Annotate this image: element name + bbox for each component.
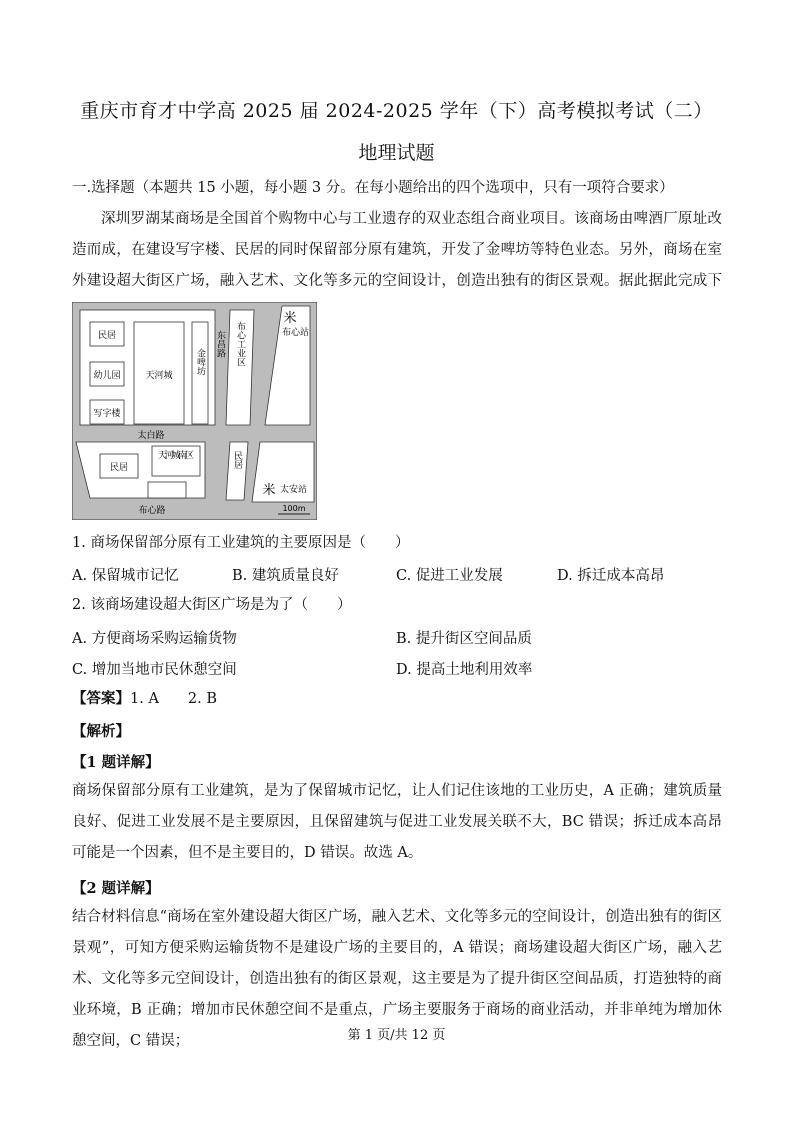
label-dongchang-road: 东昌路 (215, 330, 225, 358)
metro-icon-buxin: 米 (283, 311, 297, 326)
q1-stem: 1. 商场保留部分原有工业建筑的主要原因是（ ） (72, 535, 410, 551)
map-figure (72, 302, 317, 520)
label-industrial-district: 布心工业区 (235, 321, 245, 367)
metro-icon-taian: 米 (262, 483, 276, 498)
label-minju-mid: 民居 (232, 451, 242, 469)
analysis-label: 【解析】 (72, 723, 130, 740)
label-taian-station: 太安站 (280, 485, 308, 495)
detail-2-text: 结合材料信息“商场在室外建设超大街区广场，融入艺术、文化等多元的空间设计，创造出独有的街区景观”，可知方便采购运输货物不是建设广场的主要目的，A 错误；商场建设超大街区广场，融入艺术、文化等多元空间设计，创造出独有的街区景观，这主要是为了提升街区空间品质，打造独特的商业环境，B 正确；增加市民休憩空间不是重点，广场主要服务于商场的商业活动，并非单纯为增加休憩空间，C 错误； (72, 909, 722, 1049)
label-buxin-road: 布心路 (138, 506, 166, 516)
q2-option-d[interactable]: D. 提高土地利用效率 (396, 662, 533, 678)
q2-option-c[interactable]: C. 增加当地市民休憩空间 (72, 662, 237, 678)
label-tianhe-south: 天河城南区 (158, 451, 194, 461)
exam-subtitle: 地理试题 (358, 142, 435, 164)
q2-stem: 2. 该商场建设超大街区广场是为了（ ） (72, 597, 352, 613)
answer-label: 【答案】 (72, 690, 130, 707)
answer-text: 1. A 2. B (130, 691, 218, 707)
page-footer: 第 1 页/共 12 页 (347, 1028, 446, 1043)
intro-paragraph: 深圳罗湖某商场是全国首个购物中心与工业遗存的双业态组合商业项目。该商场由啤酒厂原址改造而成，在建设写字楼、民居的同时保留部分原有建筑，开发了金啤坊等特色业态。另外，商场在室外建设超大街区广场，融入艺术、文化等多元的空间设计，创造出独有的街区景观。据此据此完成下 (72, 211, 722, 289)
label-kindergarten: 幼儿园 (93, 371, 121, 381)
exam-title: 重庆市育才中学高 2025 届 2024-2025 学年（下）高考模拟考试（二） (80, 100, 713, 122)
scale-label: 100m (282, 504, 306, 513)
q2-option-a[interactable]: A. 方便商场采购运输货物 (72, 631, 237, 647)
label-office: 写字楼 (93, 409, 121, 419)
label-taibai-road: 太白路 (137, 431, 165, 441)
label-jinpifang: 金啤坊 (195, 348, 205, 376)
label-tianhecheng: 天河城 (145, 371, 173, 381)
detail-1-text: 商场保留部分原有工业建筑，是为了保留城市记忆，让人们记住该地的工业历史，A 正确；建筑质量良好、促进工业发展不是主要原因，且保留建筑与促进工业发展关联不大，BC 错误；拆迁成本高昂可能是一个因素，但不是主要目的，D 错误。故选 A。 (72, 783, 722, 861)
detail-1-label: 【1 题详解】 (72, 754, 160, 771)
label-minju: 民居 (97, 331, 117, 341)
label-buxin-station: 布心站 (282, 328, 310, 338)
q1-option-d[interactable]: D. 拆迁成本高昂 (557, 568, 665, 584)
q1-option-c[interactable]: C. 促进工业发展 (396, 568, 503, 584)
q1-option-a[interactable]: A. 保留城市记忆 (72, 568, 179, 584)
section-heading: 一.选择题（本题共 15 小题，每小题 3 分。在每小题给出的四个选项中，只有一项符合要求） (72, 180, 674, 196)
label-minju-south: 民居 (109, 463, 129, 473)
answer-line (72, 689, 722, 709)
detail-2-label: 【2 题详解】 (72, 880, 160, 897)
q1-option-b[interactable]: B. 建筑质量良好 (232, 568, 339, 584)
q2-option-b[interactable]: B. 提升街区空间品质 (396, 631, 532, 647)
